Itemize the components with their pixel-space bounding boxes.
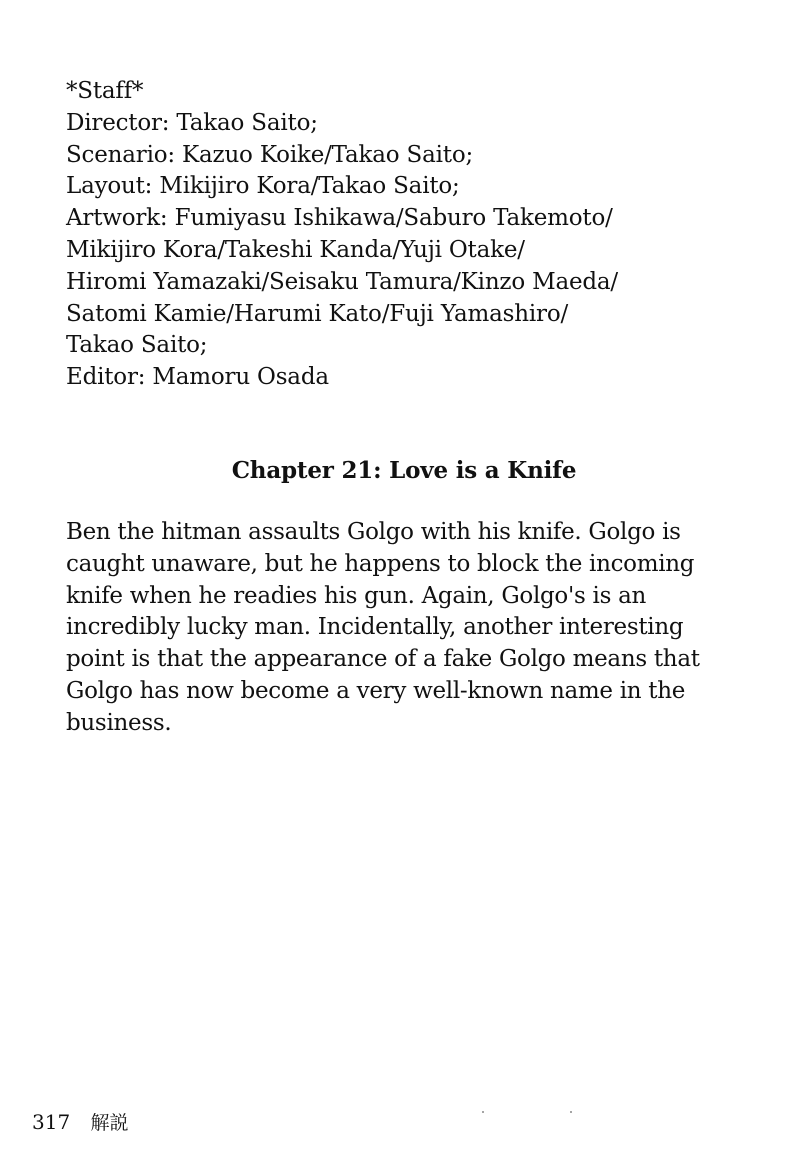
staff-layout: Layout: Mikijiro Kora/Takao Saito; <box>66 173 460 200</box>
chapter-title: Chapter 21: Love is a Knife <box>231 457 577 484</box>
summary-line: point is that the appearance of a fake Golgo means that <box>66 646 700 673</box>
staff-artwork-line-1: Artwork: Fumiyasu Ishikawa/Saburo Takemoto/ <box>66 205 613 232</box>
staff-scenario: Scenario: Kazuo Koike/Takao Saito; <box>66 141 474 168</box>
summary-line: Ben the hitman assaults Golgo with his knife. Golgo is <box>66 519 681 545</box>
summary-line: Golgo has now become a very well-known name in the <box>66 677 686 704</box>
summary-line: incredibly lucky man. Incidentally, another interesting <box>66 614 684 641</box>
summary-line: caught unaware, but he happens to block the incoming <box>66 550 695 577</box>
summary-line: business. <box>66 709 172 736</box>
staff-artwork-line-5: Takao Saito; <box>66 332 208 359</box>
scan-speck <box>570 1111 572 1113</box>
staff-artwork-line-2: Mikijiro Kora/Takeshi Kanda/Yuji Otake/ <box>66 236 525 263</box>
staff-heading: *Staff* <box>66 78 144 104</box>
staff-credits <box>66 76 766 394</box>
page-number: 317 <box>32 1110 71 1134</box>
staff-artwork-line-4: Satomi Kamie/Harumi Kato/Fuji Yamashiro/ <box>66 300 569 327</box>
scan-speck <box>482 1111 484 1113</box>
staff-editor: Editor: Mamoru Osada <box>66 364 329 391</box>
page-footer <box>32 1108 129 1137</box>
staff-director: Director: Takao Saito; <box>66 109 318 136</box>
section-label: 解説 <box>90 1112 129 1134</box>
staff-artwork-line-3: Hiromi Yamazaki/Seisaku Tamura/Kinzo Maeda/ <box>66 268 618 295</box>
chapter-summary <box>66 517 776 740</box>
summary-line: knife when he readies his gun. Again, Golgo's is an <box>66 582 647 609</box>
